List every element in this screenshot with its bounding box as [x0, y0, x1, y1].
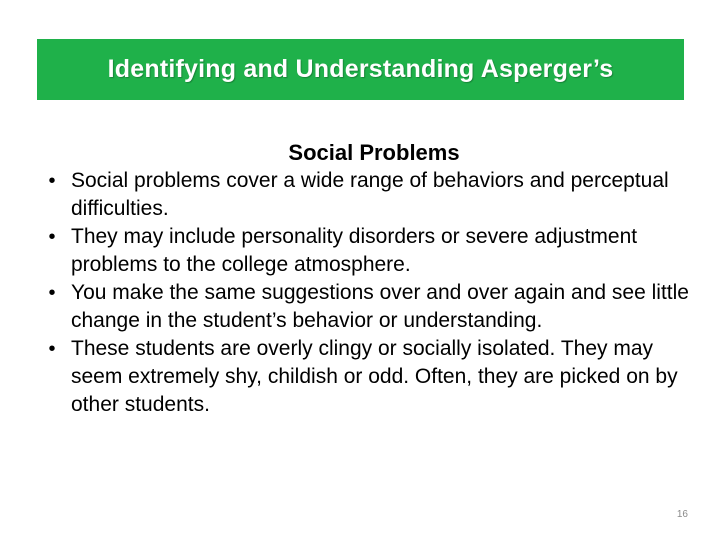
bullet-list [40, 167, 690, 419]
bullet-icon: • [48, 282, 56, 304]
bullet-text: Social problems cover a wide range of behaviors and perceptual difficulties. [71, 169, 669, 220]
page-number: 16 [676, 509, 688, 520]
bullet-icon: • [48, 226, 56, 248]
bullet-text: These students are overly clingy or socially isolated. They may seem extremely shy, childish or odd. Often, they are picked on by other students. [71, 337, 678, 416]
bullet-icon: • [48, 338, 56, 360]
section-heading: Social Problems [288, 140, 460, 165]
slide-title: Identifying and Understanding Asperger’s [107, 55, 614, 83]
bullet-item [40, 335, 690, 419]
bullet-text: They may include personality disorders or severe adjustment problems to the college atmosphere. [71, 225, 638, 276]
bullet-item [40, 279, 690, 335]
title-bar [37, 39, 684, 100]
bullet-icon: • [48, 170, 56, 192]
bullet-text: You make the same suggestions over and over again and see little change in the student’s behavior or understanding. [71, 281, 689, 332]
bullet-item [40, 223, 690, 279]
slide-content [40, 138, 690, 419]
bullet-item [40, 167, 690, 223]
